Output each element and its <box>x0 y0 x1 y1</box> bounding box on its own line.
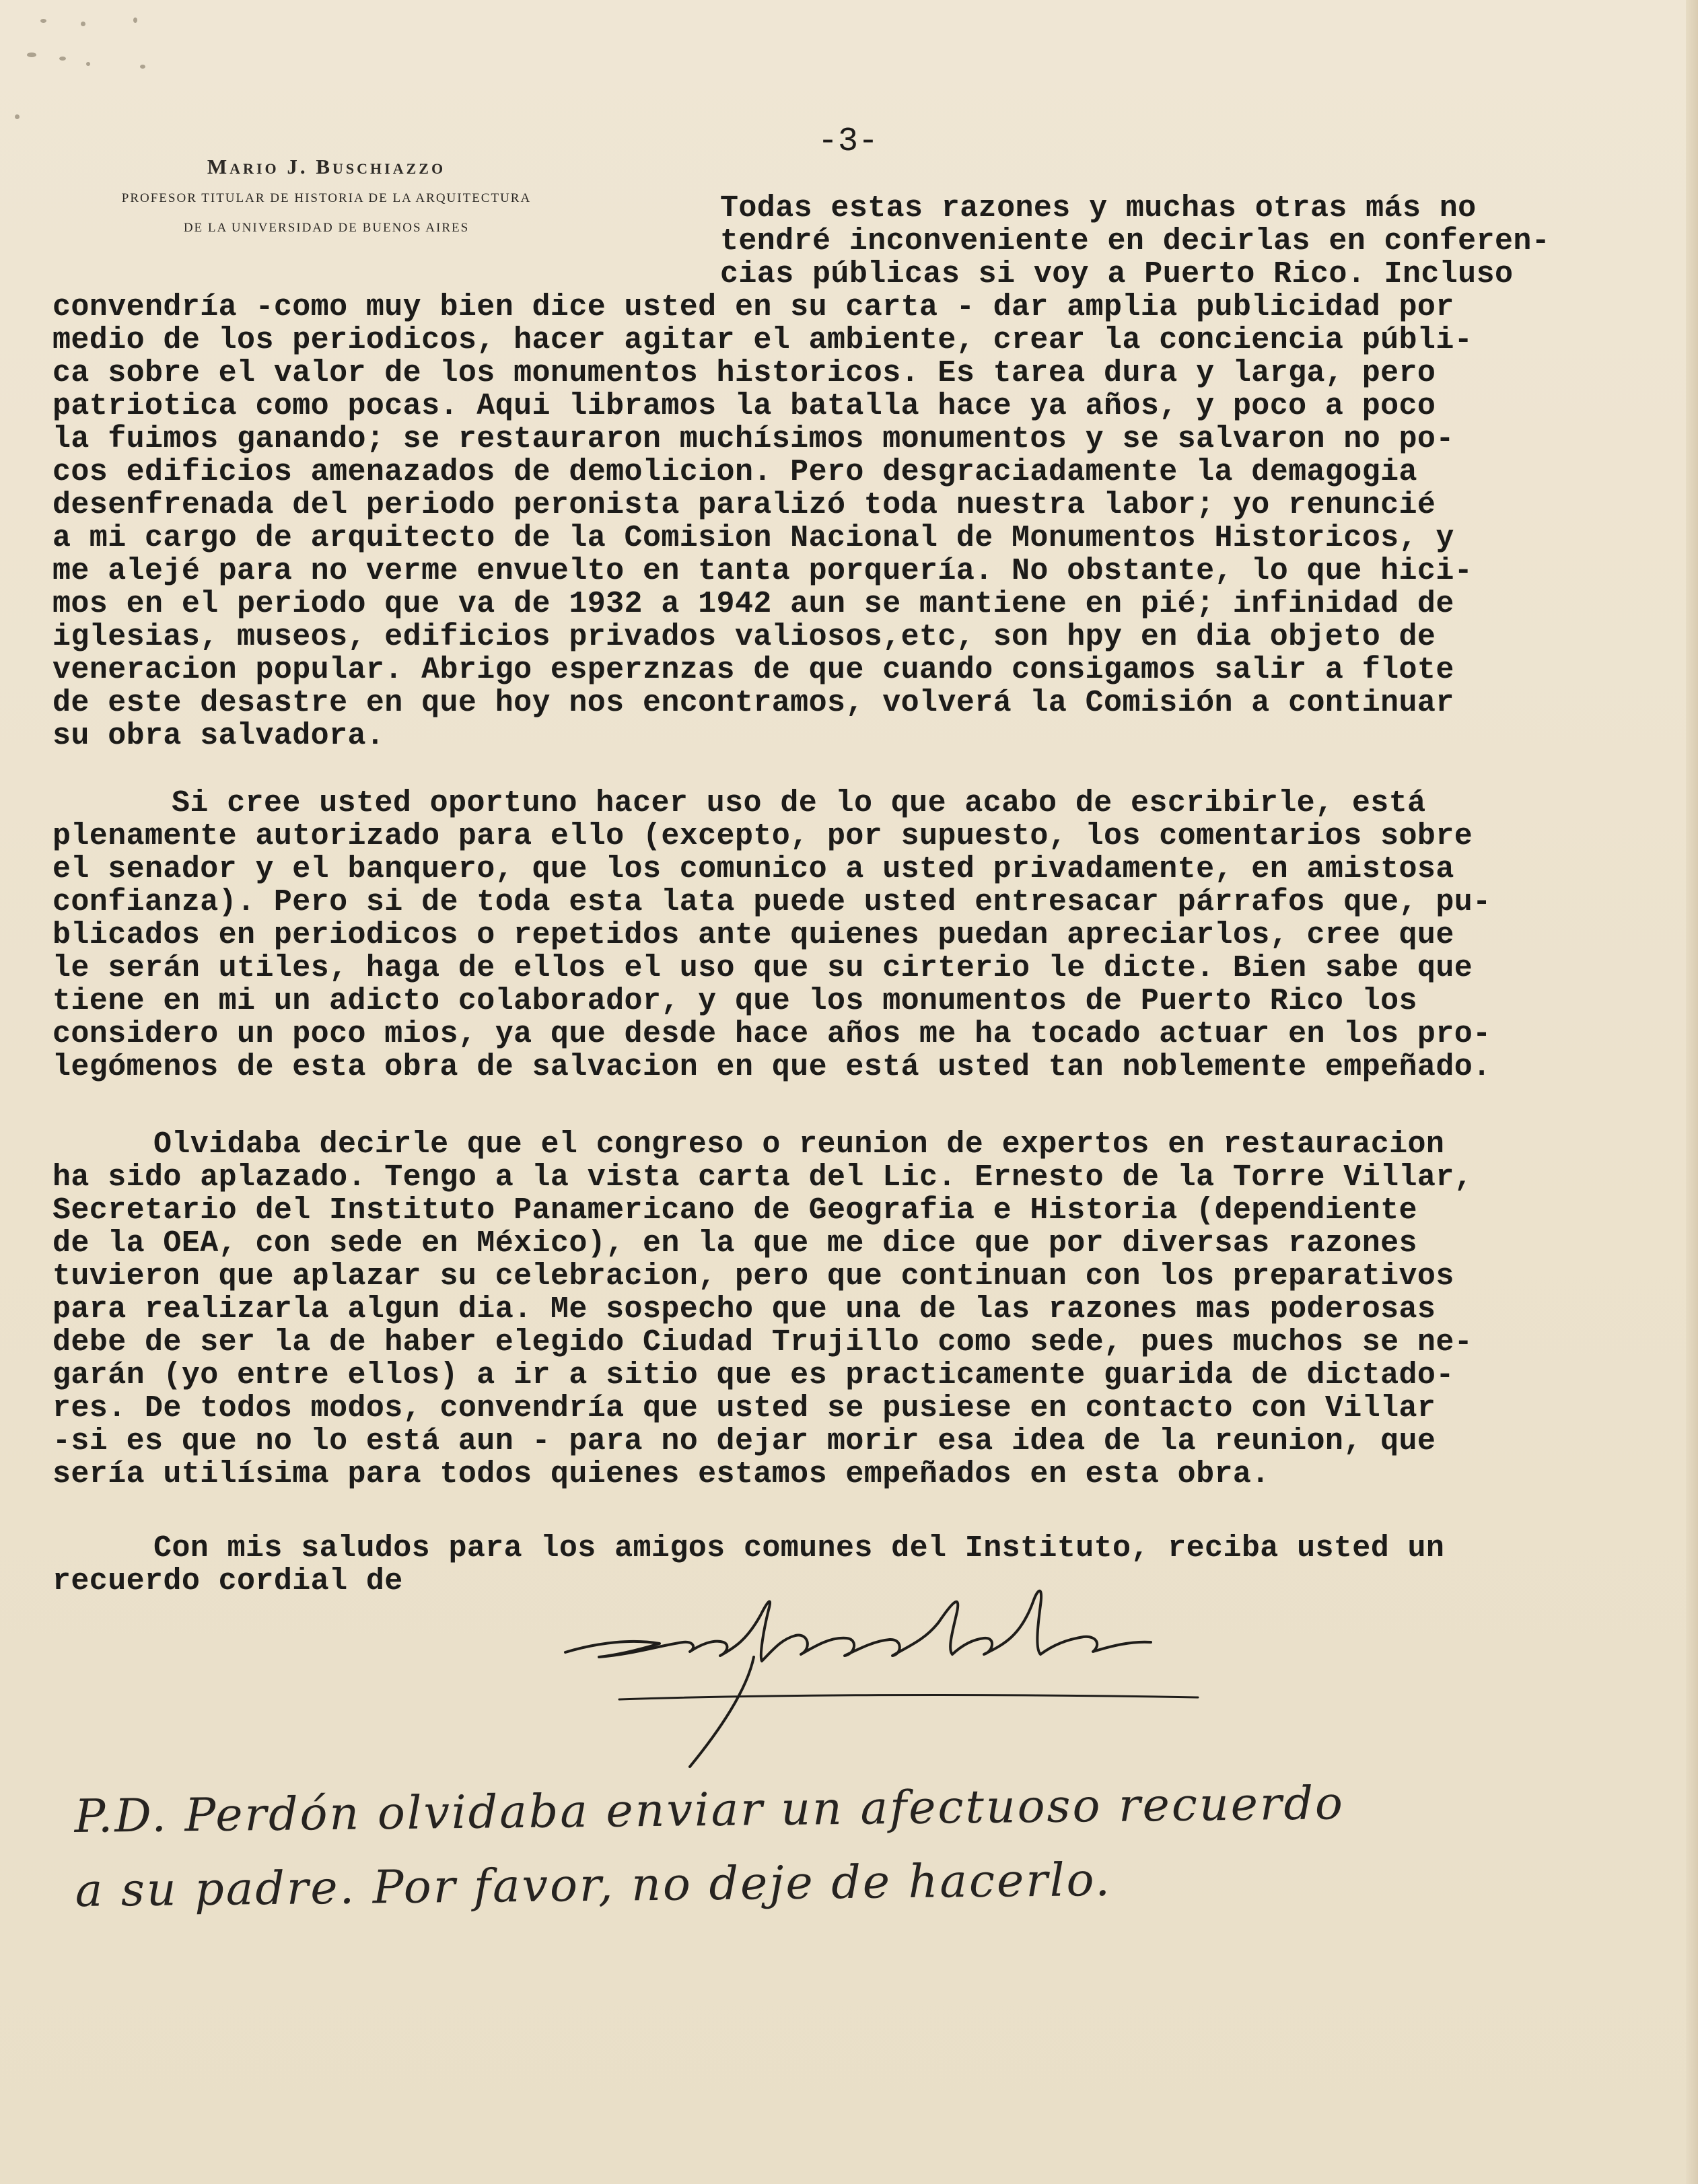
handwritten-signature <box>559 1575 1259 1777</box>
body-line: cos edificios amenazados de demolicion. Pero desgraciadamente la demagogia <box>52 455 1417 489</box>
body-line: de este desastre en que hoy nos encontramos, volverá la Comisión a continuar <box>52 686 1454 720</box>
ink-smudge <box>140 65 145 69</box>
body-line: Todas estas razones y muchas otras más no <box>720 191 1477 225</box>
body-line: para realizarla algun dia. Me sospecho que una de las razones mas poderosas <box>52 1292 1436 1327</box>
ink-smudge <box>86 62 90 66</box>
body-line: sería utilísima para todos quienes estamos empeñados en esta obra. <box>52 1457 1270 1491</box>
body-line: cias públicas si voy a Puerto Rico. Incluso <box>720 257 1514 291</box>
body-line: tendré inconveniente en decirlas en conferen- <box>720 224 1551 258</box>
body-line: de la OEA, con sede en México), en la que me dice que por diversas razones <box>52 1226 1417 1261</box>
letterhead-university: DE LA UNIVERSIDAD DE BUENOS AIRES <box>183 221 470 235</box>
postscript-line-1: P.D. Perdón olvidaba enviar un afectuoso recuerdo <box>74 1777 1345 1843</box>
body-line: blicados en periodicos o repetidos ante quienes puedan apreciarlos, cree que <box>52 918 1454 952</box>
paper-edge <box>1686 0 1698 2184</box>
body-line: Secretario del Instituto Panamericano de Geografia e Historia (dependiente <box>52 1193 1417 1228</box>
body-line: debe de ser la de haber elegido Ciudad Trujillo como sede, pues muchos se ne- <box>52 1325 1473 1360</box>
body-line: garán (yo entre ellos) a ir a sitio que es practicamente guarida de dictado- <box>52 1358 1454 1393</box>
body-line: res. De todos modos, convendría que usted se pusiese en contacto con Villar <box>52 1391 1436 1425</box>
body-line: veneracion popular. Abrigo esperznzas de que cuando consigamos salir a flote <box>52 653 1454 687</box>
body-line: mos en el periodo que va de 1932 a 1942 aun se mantiene en pié; infinidad de <box>52 587 1454 621</box>
ink-smudge <box>81 22 85 26</box>
body-line: Olvidaba decirle que el congreso o reunion de expertos en restauracion <box>153 1127 1445 1162</box>
ink-smudge <box>40 19 46 23</box>
body-line: le serán utiles, haga de ellos el uso que su cirterio le dicte. Bien sabe que <box>52 951 1473 985</box>
body-line: patriotica como pocas. Aqui libramos la batalla hace ya años, y poco a poco <box>52 389 1436 423</box>
body-line: el senador y el banquero, que los comunico a usted privadamente, en amistosa <box>52 852 1454 886</box>
letterhead-name: Mario J. Buschiazzo <box>207 155 446 178</box>
ink-smudge <box>27 52 36 57</box>
body-line: ca sobre el valor de los monumentos historicos. Es tarea dura y larga, pero <box>52 356 1436 390</box>
body-line: iglesias, museos, edificios privados valiosos,etc, son hpy en dia objeto de <box>52 620 1436 654</box>
signature-text: Mario J. Buschiazzo <box>559 1575 565 1576</box>
body-line: tuvieron que aplazar su celebracion, pero que continuan con los preparativos <box>52 1259 1454 1294</box>
body-line: -si es que no lo está aun - para no dejar morir esa idea de la reunion, que <box>52 1424 1436 1458</box>
body-line: la fuimos ganando; se restauraron muchísimos monumentos y se salvaron no po- <box>52 422 1454 456</box>
ink-smudge <box>133 17 137 23</box>
letterhead <box>64 155 589 236</box>
body-line: tiene en mi un adicto colaborador, y que los monumentos de Puerto Rico los <box>52 984 1417 1018</box>
body-line: su obra salvadora. <box>52 719 385 753</box>
body-line: a mi cargo de arquitecto de la Comision Nacional de Monumentos Historicos, y <box>52 521 1454 555</box>
body-line: legómenos de esta obra de salvacion en que está usted tan noblemente empeñado. <box>52 1050 1491 1084</box>
body-line: desenfrenada del periodo peronista paralizó toda nuestra labor; yo renuncié <box>52 488 1436 522</box>
letterhead-title: PROFESOR TITULAR DE HISTORIA DE LA ARQUITECTURA <box>121 191 532 205</box>
body-line: plenamente autorizado para ello (excepto, por supuesto, los comentarios sobre <box>52 819 1473 853</box>
body-line: considero un poco mios, ya que desde hace años me ha tocado actuar en los pro- <box>52 1017 1491 1051</box>
body-line: Con mis saludos para los amigos comunes del Instituto, reciba usted un <box>153 1531 1445 1565</box>
postscript-line-2: a su padre. Por favor, no deje de hacerlo. <box>75 1853 1112 1917</box>
body-line: confianza). Pero si de toda esta lata puede usted entresacar párrafos que, pu- <box>52 885 1491 919</box>
ink-smudge <box>15 114 20 119</box>
ink-smudge <box>59 57 66 61</box>
body-line: Si cree usted oportuno hacer uso de lo que acabo de escribirle, está <box>172 786 1426 820</box>
body-line: medio de los periodicos, hacer agitar el ambiente, crear la conciencia públi- <box>52 323 1473 357</box>
page-number: -3- <box>818 122 879 161</box>
body-line: convendría -como muy bien dice usted en su carta - dar amplia publicidad por <box>52 290 1454 324</box>
body-line: me alejé para no verme envuelto en tanta porquería. No obstante, lo que hici- <box>52 554 1473 588</box>
body-line: recuerdo cordial de <box>52 1564 403 1598</box>
body-line: ha sido aplazado. Tengo a la vista carta del Lic. Ernesto de la Torre Villar, <box>52 1160 1473 1195</box>
